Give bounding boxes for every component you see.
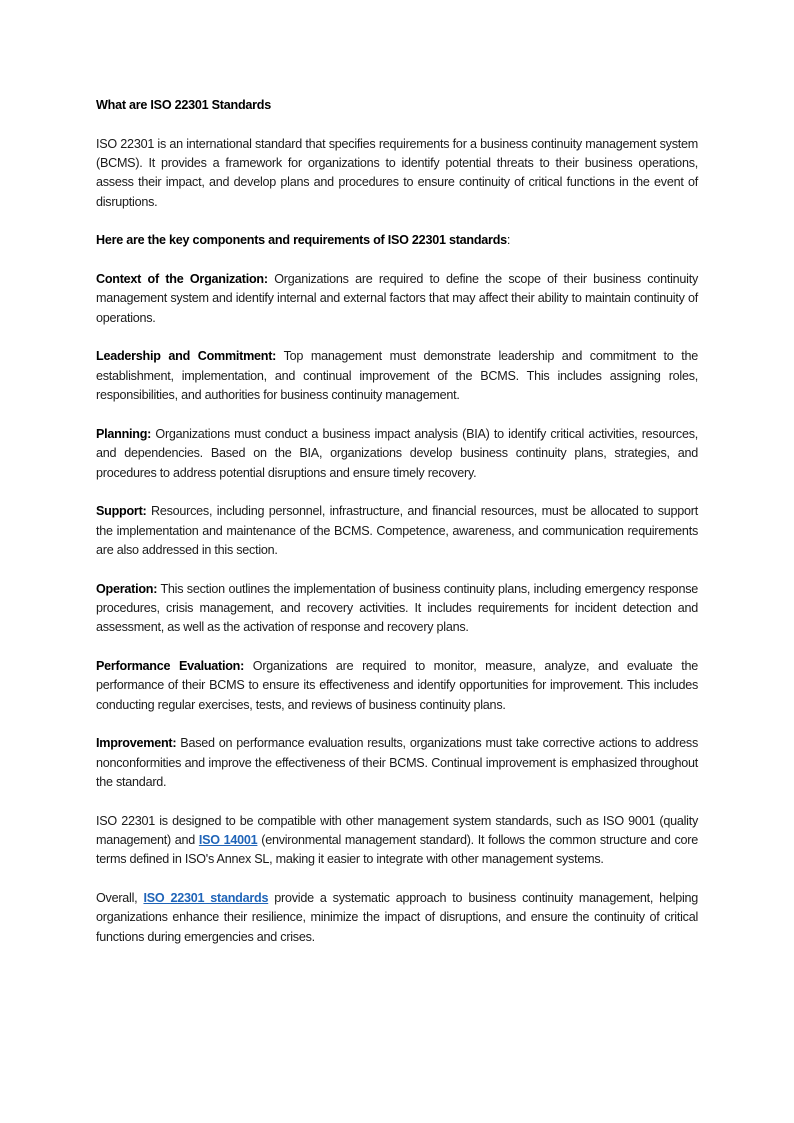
section-label: Context of the Organization: <box>96 272 268 287</box>
conclusion-text-before: Overall, <box>96 891 144 906</box>
components-heading <box>96 231 698 250</box>
document-title <box>96 96 698 115</box>
title-text: What are ISO 22301 Standards <box>96 98 271 112</box>
iso-14001-link[interactable]: ISO 14001 <box>198 833 258 848</box>
section-support <box>96 502 698 560</box>
iso-22301-standards-link[interactable]: ISO 22301 standards <box>143 891 269 906</box>
section-operation <box>96 580 698 638</box>
section-label: Performance Evaluation: <box>96 658 245 673</box>
section-text: Based on performance evaluation results, organizations must take corrective actions to address nonconformities and improve the effectiveness of their BCMS. Continual improvement is emphasized throughout the standard. <box>96 736 698 790</box>
section-label: Operation: <box>96 581 158 596</box>
section-label: Planning: <box>96 426 152 441</box>
section-context <box>96 270 698 328</box>
document-page <box>96 96 698 966</box>
compat-text-after: (environmental management standard). It follows the common structure and core terms defined in ISO's Annex SL, making it easier to integrate with other management systems. <box>96 833 698 867</box>
conclusion-paragraph <box>96 889 698 947</box>
section-improvement <box>96 734 698 792</box>
compatibility-paragraph <box>96 812 698 870</box>
section-leadership <box>96 347 698 405</box>
section-performance-evaluation <box>96 657 698 715</box>
section-text: This section outlines the implementation of business continuity plans, including emergency response procedures, crisis management, and recovery activities. It includes requirements for incident detection and assessment, as well as the activation of response and recovery plans. <box>96 581 698 635</box>
heading-colon: : <box>506 233 511 248</box>
section-label: Improvement: <box>96 736 177 751</box>
intro-paragraph: ISO 22301 is an international standard that specifies requirements for a business continuity management system (BCMS). It provides a framework for organizations to identify potential threats to their business operations, assess their impact, and develop plans and procedures to ensure continuity of critical functions in the event of disruptions. <box>96 136 698 209</box>
section-label: Support: <box>96 504 147 519</box>
section-text: Resources, including personnel, infrastructure, and financial resources, must be allocated to support the implementation and maintenance of the BCMS. Competence, awareness, and communication requirements are also addressed in this section. <box>96 504 698 557</box>
components-heading-text: Here are the key components and requirements of ISO 22301 standards <box>96 233 507 248</box>
conclusion-text-after: provide a systematic approach to business continuity management, helping organizations enhance their resilience, minimize the impact of disruptions, and ensure the continuity of critical functions during emergencies and crises. <box>96 891 699 944</box>
section-text: Organizations must conduct a business impact analysis (BIA) to identify critical activities, resources, and dependencies. Based on the BIA, organizations develop business continuity plans, strategies, and procedures to address potential disruptions and ensure timely recovery. <box>96 426 698 480</box>
section-text: Top management must demonstrate leadership and commitment to the establishment, implementation, and continual improvement of the BCMS. This includes assigning roles, responsibilities, and authorities for business continuity management. <box>96 349 698 403</box>
section-text: Organizations are required to define the scope of their business continuity management system and identify internal and external factors that may affect their ability to maintain continuity of operations. <box>96 272 698 325</box>
compat-text-before: ISO 22301 is designed to be compatible with other management system standards, such as ISO 9001 (quality management) and <box>96 813 698 848</box>
section-text: Organizations are required to monitor, measure, analyze, and evaluate the performance of their BCMS to ensure its effectiveness and identify opportunities for improvement. This includes conducting regular exercises, tests, and reviews of business continuity plans. <box>96 658 699 712</box>
section-planning <box>96 425 698 483</box>
section-label: Leadership and Commitment: <box>96 349 277 364</box>
